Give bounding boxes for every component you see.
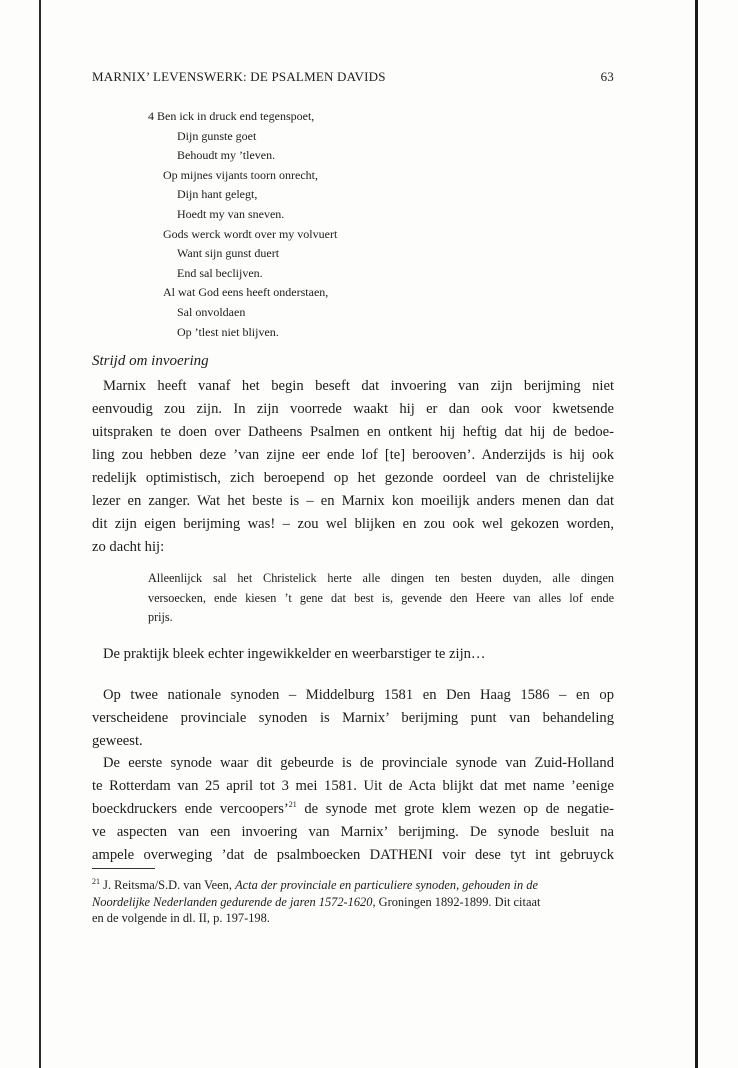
page-edge-left bbox=[39, 0, 41, 1068]
page-edge-right bbox=[695, 0, 698, 1068]
quote-line: versoecken, ende kiesen ’t gene dat best is, gevende den Heere van alles lof ende bbox=[148, 590, 614, 605]
quote-line: prijs. bbox=[148, 610, 173, 624]
poem-line: Behoudt my ’tleven. bbox=[177, 148, 276, 163]
poem-line: Hoedt my van sneven. bbox=[177, 206, 285, 221]
paragraph-line: eenvoudig zou zijn. In zijn voorrede waakt hij er dan ook voor kwetsende bbox=[92, 401, 614, 417]
poem-line: Op mijnes vijants toorn onrecht, bbox=[163, 167, 318, 182]
paragraph-line: geweest. bbox=[92, 733, 143, 749]
paragraph-line: boeckdruckers ende vercoopers’$^{21}$ de synode met grote klem wezen op de negatie- bbox=[92, 800, 614, 817]
poem-line: Sal onvoldaen bbox=[177, 304, 246, 319]
paragraph-line: zo dacht hij: bbox=[92, 539, 165, 555]
block-quote bbox=[148, 569, 614, 628]
paragraph-line: ampele overweging ’dat de psalmboecken DATHENI voir dese tyt int gebruyck bbox=[92, 847, 614, 863]
page-number: 63 bbox=[600, 69, 614, 84]
footnote-line: en de volgende in dl. II, p. 197-198. bbox=[92, 911, 270, 925]
paragraph-line: ve aspecten van een invoering van Marnix’ berijming. De synode besluit na bbox=[92, 824, 614, 840]
running-head-title: MARNIX’ LEVENSWERK: DE PSALMEN DAVIDS bbox=[92, 69, 386, 84]
paragraph-line: Op twee nationale synoden – Middelburg 1581 en Den Haag 1586 – en op bbox=[103, 687, 614, 703]
poem-line: Gods werck wordt over my volvuert bbox=[163, 226, 338, 241]
paragraph-line: redelijk optimistisch, zich beroepend op het gezonde oordeel van de christelijke bbox=[92, 470, 614, 486]
paragraph-line: Marnix heeft vanaf het begin beseft dat invoering van zijn berijming niet bbox=[103, 378, 614, 394]
body-paragraph bbox=[92, 375, 614, 559]
poem-line: End sal beclijven. bbox=[177, 265, 263, 280]
body-paragraph bbox=[92, 752, 614, 867]
paragraph-line: De eerste synode waar dit gebeurde is de provinciale synode van Zuid-Holland bbox=[103, 755, 614, 771]
footnote bbox=[92, 877, 614, 927]
stanza-number: 4 bbox=[148, 109, 154, 123]
body-paragraph: De praktijk bleek echter ingewikkelder en weerbarstiger te zijn… bbox=[103, 646, 486, 662]
footnote-line: $^{21}$ J. Reitsma/S.D. van Veen, Acta der provinciale en particuliere synoden, gehouden in de bbox=[92, 876, 538, 892]
footnote-line: Noordelijke Nederlanden gedurende de jaren 1572-1620, Groningen 1892-1899. Dit citaat bbox=[92, 894, 541, 909]
poem-line: Op ’tlest niet blijven. bbox=[177, 324, 279, 339]
footnote-rule bbox=[92, 868, 155, 869]
quote-line: Alleenlijck sal het Christelick herte alle dingen ten besten duyden, alle dingen bbox=[148, 571, 614, 585]
psalm-stanza bbox=[148, 107, 337, 342]
paragraph-line: lezer en zanger. Wat het beste is – en Marnix kon moeilijk anders menen dan dat bbox=[92, 493, 614, 509]
poem-line: 4 Ben ick in druck end tegenspoet, bbox=[148, 109, 315, 123]
footnote-reference[interactable]: 21 bbox=[288, 800, 297, 810]
paragraph-line: uitspraken te doen over Datheens Psalmen en ontkent hij heftig dat hij de bedoe- bbox=[92, 424, 614, 440]
section-heading: Strijd om invoering bbox=[92, 353, 209, 369]
poem-line: Al wat God eens heeft onderstaen, bbox=[163, 285, 329, 300]
poem-line: Dijn hant gelegt, bbox=[177, 187, 258, 202]
paragraph-line: te Rotterdam van 25 april tot 3 mei 1581. Uit de Acta blijkt dat met name ’eenige bbox=[92, 778, 614, 794]
paragraph-line: dit zijn eigen berijming was! – zou wel blijken en zou ook wel gekozen worden, bbox=[92, 516, 614, 532]
body-paragraph bbox=[92, 684, 614, 753]
poem-line: Want sijn gunst duert bbox=[177, 246, 280, 261]
poem-line: Dijn gunste goet bbox=[177, 128, 257, 143]
paragraph-line: ling zou hebben deze ’van zijne eer ende lof [te] berooven’. Anderzijds is hij ook bbox=[92, 447, 614, 463]
paragraph-line: verscheidene provinciale synoden is Marnix’ berijming punt van behandeling bbox=[92, 710, 614, 726]
footnote-number: 21 bbox=[92, 876, 100, 886]
